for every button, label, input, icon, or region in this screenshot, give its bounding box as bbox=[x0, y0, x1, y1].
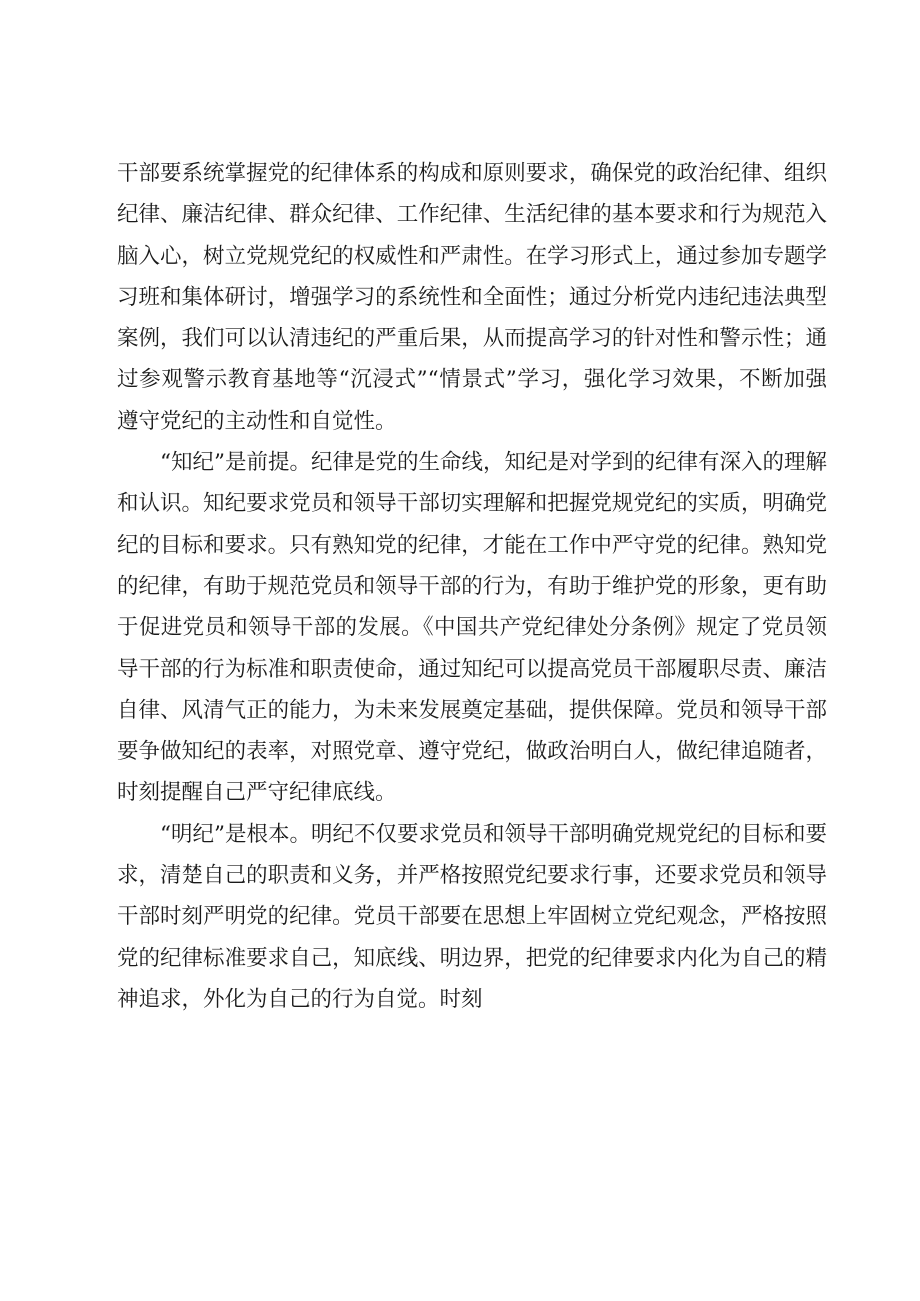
document-body bbox=[117, 153, 827, 1020]
paragraph-know-discipline: “知纪”是前提。纪律是党的生命线，知纪是对学到的纪律有深入的理解和认识。知纪要求党员和领导干部切实理解和把握党规党纪的实质，明确党纪的目标和要求。只有熟知党的纪律，才能在工作中严守党的纪律。熟知党的纪律，有助于规范党员和领导干部的行为，有助于维护党的形象，更有助于促进党员和领导干部的发展。《中国共产党纪律处分条例》规定了党员领导干部的行为标准和职责使命，通过知纪可以提高党员干部履职尽责、廉洁自律、风清气正的能力，为未来发展奠定基础，提供保障。党员和领导干部要争做知纪的表率，对照党章、遵守党纪，做政治明白人，做纪律追随者，时刻提醒自己严守纪律底线。 bbox=[117, 450, 827, 806]
paragraph-discipline-study: 干部要系统掌握党的纪律体系的构成和原则要求，确保党的政治纪律、组织纪律、廉洁纪律、群众纪律、工作纪律、生活纪律的基本要求和行为规范入脑入心，树立党规党纪的权威性和严肃性。在学习形式上，通过参加专题学习班和集体研讨，增强学习的系统性和全面性；通过分析党内违纪违法典型案例，我们可以认清违纪的严重后果，从而提高学习的针对性和警示性；通过参观警示教育基地等“沉浸式”“情景式”学习，强化学习效果，不断加强遵守党纪的主动性和自觉性。 bbox=[117, 161, 827, 434]
paragraph-understand-discipline: “明纪”是根本。明纪不仅要求党员和领导干部明确党规党纪的目标和要求，清楚自己的职责和义务，并严格按照党纪要求行事，还要求党员和领导干部时刻严明党的纪律。党员干部要在思想上牢固树立党纪观念，严格按照党的纪律标准要求自己，知底线、明边界，把党的纪律要求内化为自己的精神追求，外化为自己的行为自觉。时刻 bbox=[117, 821, 827, 1012]
